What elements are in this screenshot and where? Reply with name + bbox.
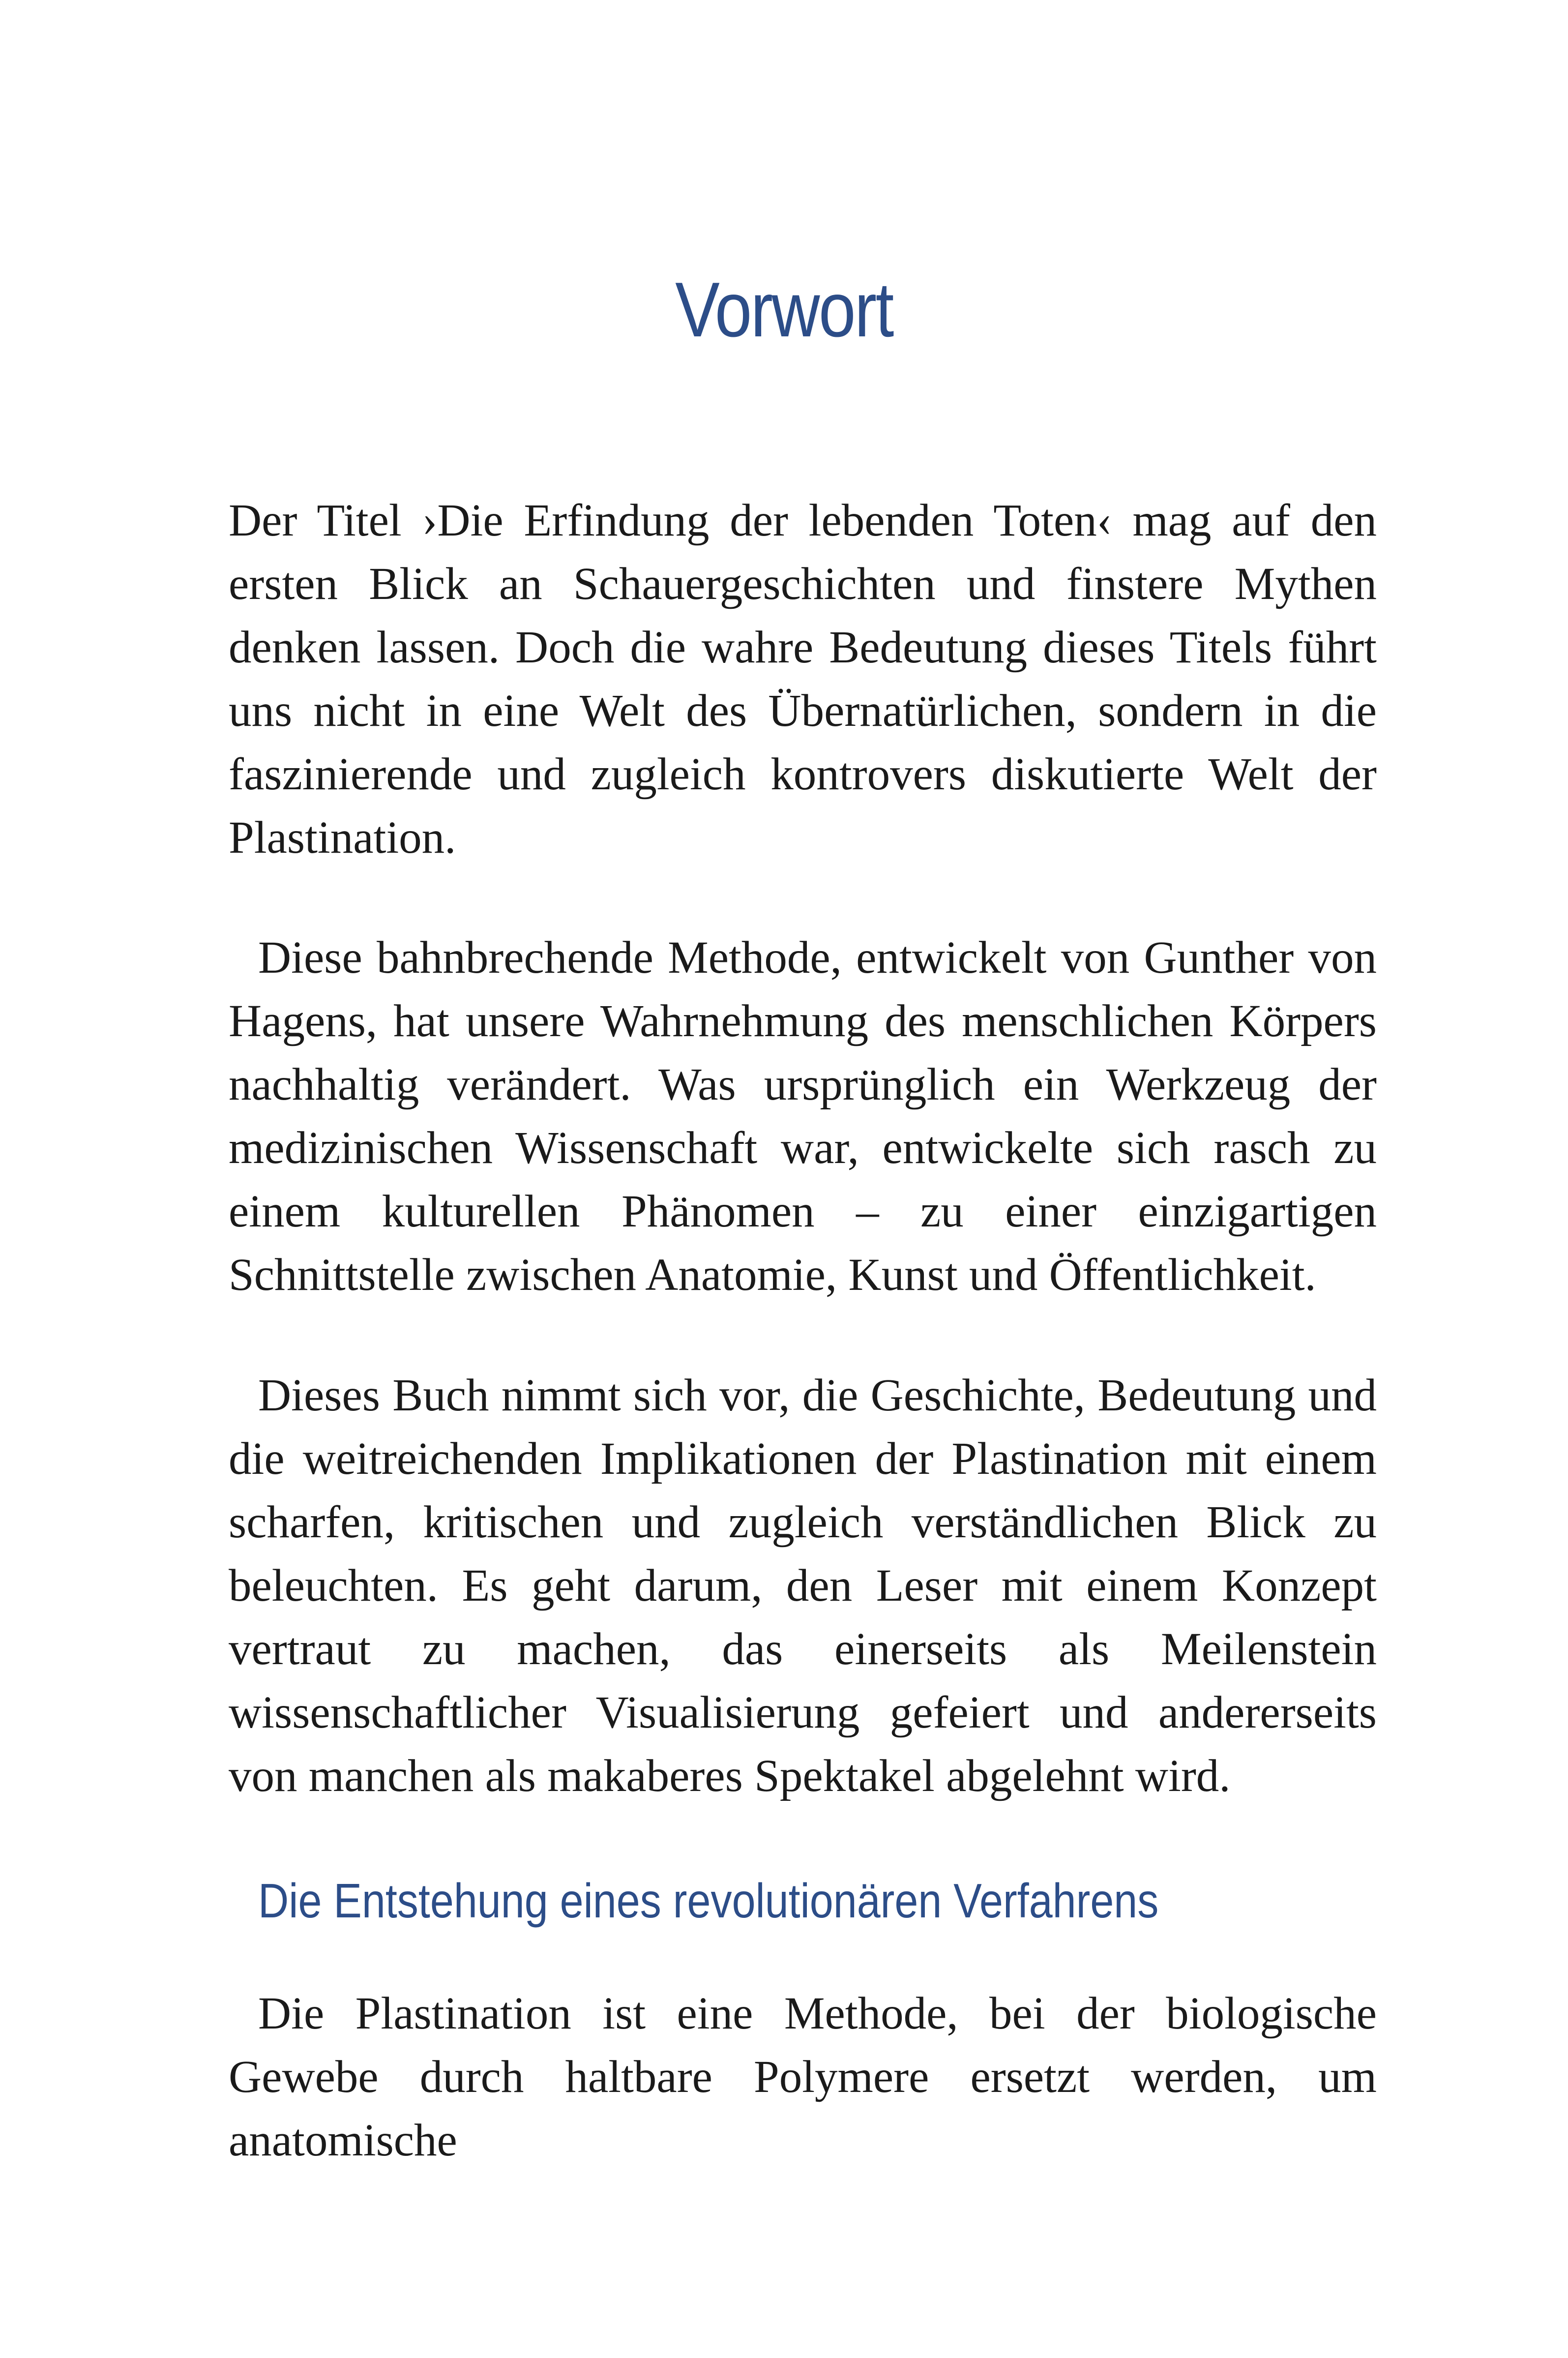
paragraph-1-text: Der Titel ›Die Erfindung der lebenden Toten‹ mag auf den ersten Blick an Schauergeschichten und finstere Mythen denken lassen. Doch die wahre Bedeutung dieses Titels führt uns nicht in eine Welt des Übernatürlichen, sondern in die faszinierende und zugleich kontrovers diskutierte Welt der Plastination. (229, 495, 1377, 863)
paragraph-3-text: Dieses Buch nimmt sich vor, die Geschichte, Bedeutung und die weitreichenden Implikationen der Plastination mit einem scharfen, kritischen und zugleich verständlichen Blick zu beleuchten. Es geht darum, den Leser mit einem Konzept vertraut zu machen, das einerseits als Meilenstein wissenschaftlicher Visualisierung gefeiert und andererseits von manchen als makaberes Spektakel abgelehnt wird. (229, 1370, 1377, 1801)
section-heading: Die Entstehung eines revolutionären Verfahrens (258, 1874, 1159, 1928)
paragraph-2 (229, 926, 1377, 1307)
paragraph-1 (229, 489, 1377, 869)
section-paragraph-text: Die Plastination ist eine Methode, bei der biologische Gewebe durch haltbare Polymere ersetzt werden, um anatomische (229, 1988, 1377, 2166)
paragraph-3 (229, 1364, 1377, 1808)
page-title: Vorwort (675, 267, 893, 353)
paragraph-2-text: Diese bahnbrechende Methode, entwickelt von Gunther von Hagens, hat unsere Wahrnehmung des menschlichen Körpers nachhaltig verändert. Was ursprünglich ein Werkzeug der medizinischen Wissenschaft war, entwickelte sich rasch zu einem kulturellen Phänomen – zu einer einzigartigen Schnittstelle zwischen Anatomie, Kunst und Öffentlichkeit. (229, 932, 1377, 1300)
section-paragraph (229, 1982, 1377, 2172)
